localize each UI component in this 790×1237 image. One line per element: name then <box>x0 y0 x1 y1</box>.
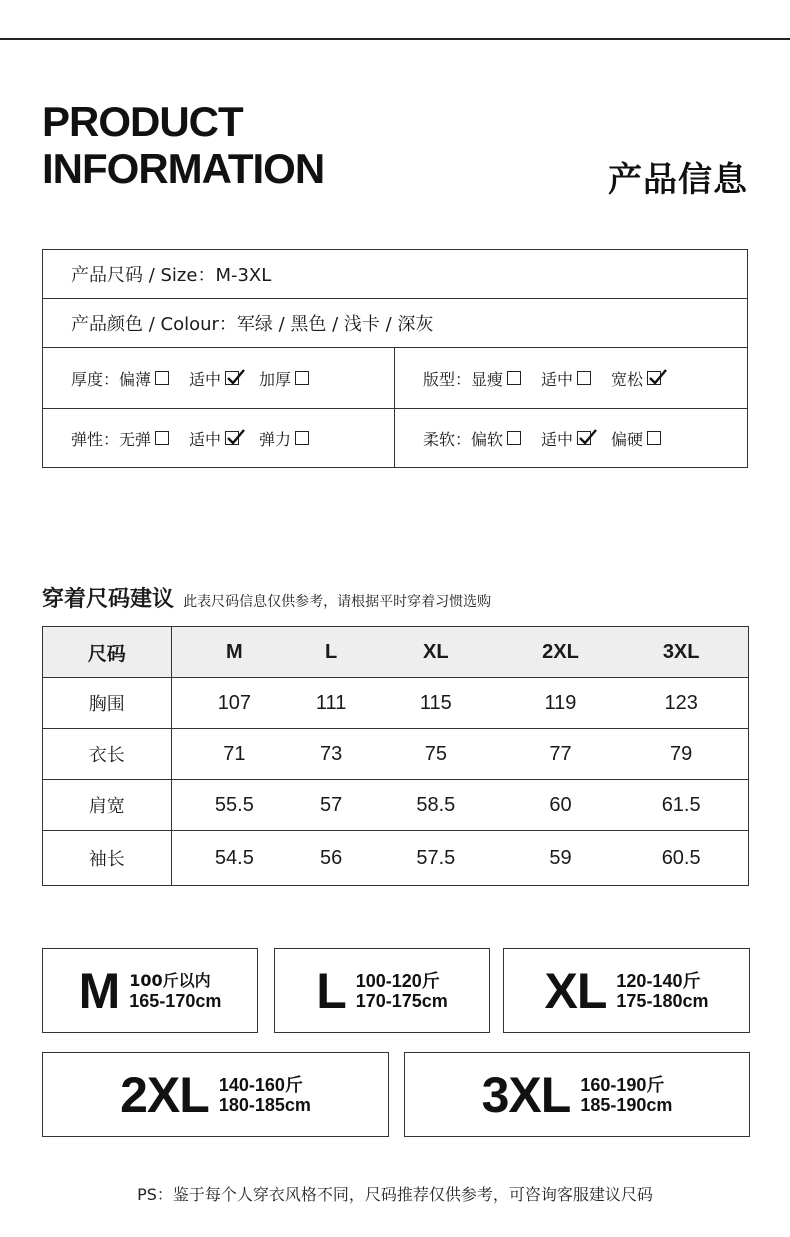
checkbox-icon <box>295 431 309 445</box>
softness-cell <box>395 409 747 467</box>
checkbox-icon <box>507 431 521 445</box>
size-header-cell: 2XL <box>507 627 615 678</box>
option-text: 偏硬 <box>611 429 644 449</box>
fit-option <box>471 367 521 390</box>
fit-cell <box>395 348 747 408</box>
elasticity-option <box>119 427 169 450</box>
checkbox-checked-icon <box>225 431 239 445</box>
thickness-option <box>189 367 239 390</box>
option-text: 加厚 <box>259 369 292 389</box>
option-text: 偏薄 <box>119 369 152 389</box>
option-text: 适中 <box>189 429 222 449</box>
checkbox-icon <box>647 431 661 445</box>
size-card-details <box>356 971 448 1011</box>
row-label-cell: 肩宽 <box>43 780 172 831</box>
option-text: 弹力 <box>259 429 292 449</box>
table-cell: 56 <box>297 831 365 886</box>
title-english <box>42 98 324 192</box>
size-header-cell: XL <box>365 627 507 678</box>
row-label-cell: 袖长 <box>43 831 172 886</box>
size-section-heading <box>42 582 491 613</box>
info-row-size <box>43 250 747 299</box>
table-cell: 79 <box>614 729 748 780</box>
size-card-height: 185-190cm <box>580 1094 673 1115</box>
thickness-option <box>259 367 309 390</box>
size-card-letter: 2XL <box>120 1066 209 1123</box>
table-cell: 111 <box>297 678 365 729</box>
size-card-letter: M <box>78 962 120 1019</box>
table-cell: 73 <box>297 729 365 780</box>
table-cell: 60 <box>507 780 615 831</box>
size-header-cell: L <box>297 627 365 678</box>
checkbox-checked-icon <box>647 371 661 385</box>
size-header-cell: 3XL <box>614 627 748 678</box>
table-cell: 71 <box>171 729 297 780</box>
size-card-letter: L <box>316 962 346 1019</box>
table-cell: 77 <box>507 729 615 780</box>
elasticity-label: 弹性： <box>71 429 120 449</box>
colour-line: 产品颜色 / Colour：军绿 / 黑色 / 浅卡 / 深灰 <box>71 314 434 335</box>
size-card-height: 170-175cm <box>355 990 448 1011</box>
checkbox-icon <box>155 371 169 385</box>
product-info-table <box>42 249 748 468</box>
thickness-option <box>119 367 169 390</box>
option-text: 适中 <box>541 369 574 389</box>
checkbox-icon <box>295 371 309 385</box>
checkbox-icon <box>155 431 169 445</box>
table-row <box>43 780 749 831</box>
size-card-height: 165-170cm <box>129 990 222 1011</box>
option-text: 宽松 <box>611 369 644 389</box>
size-card-height: 175-180cm <box>616 990 709 1011</box>
size-card-details <box>616 971 708 1011</box>
option-text: 适中 <box>189 369 222 389</box>
table-cell: 60.5 <box>614 831 748 886</box>
info-row-thickness-fit <box>43 348 747 409</box>
thickness-cell <box>43 348 395 408</box>
softness-option <box>541 427 591 450</box>
table-row <box>43 831 749 886</box>
size-card-details <box>219 1075 311 1115</box>
softness-label: 柔软： <box>423 429 472 449</box>
checkbox-checked-icon <box>577 431 591 445</box>
table-cell: 55.5 <box>171 780 297 831</box>
table-row <box>43 678 749 729</box>
softness-option <box>611 427 661 450</box>
elasticity-option <box>189 427 239 450</box>
table-cell: 119 <box>507 678 615 729</box>
title-line-1: PRODUCT <box>42 98 243 145</box>
size-card-details <box>129 971 221 1011</box>
table-cell: 58.5 <box>365 780 507 831</box>
table-cell: 61.5 <box>614 780 748 831</box>
table-cell: 57.5 <box>365 831 507 886</box>
checkbox-icon <box>507 371 521 385</box>
footer-note: PS：鉴于每个人穿衣风格不同，尺码推荐仅供参考，可咨询客服建议尺码 <box>137 1185 653 1204</box>
size-card-details <box>580 1075 672 1115</box>
size-card-m <box>42 948 258 1033</box>
elasticity-cell <box>43 409 395 467</box>
size-card-weight: 160-190斤 <box>580 1074 665 1095</box>
table-cell: 57 <box>297 780 365 831</box>
option-text: 适中 <box>541 429 574 449</box>
header-label-cell: 尺码 <box>43 627 172 678</box>
size-card-weight: 120-140斤 <box>616 970 701 991</box>
size-heading-note: 此表尺码信息仅供参考，请根据平时穿着习惯选购 <box>183 594 492 610</box>
softness-option <box>471 427 521 450</box>
title-chinese: 产品信息 <box>608 160 748 200</box>
row-label-cell: 胸围 <box>43 678 172 729</box>
info-row-colour <box>43 299 747 348</box>
size-card-weight: 140-160斤 <box>218 1074 303 1095</box>
option-text: 偏软 <box>471 429 504 449</box>
size-card-2xl <box>42 1052 389 1137</box>
size-card-xl <box>503 948 750 1033</box>
fit-label: 版型： <box>423 369 472 389</box>
size-line: 产品尺码 / Size：M-3XL <box>71 265 272 286</box>
elasticity-option <box>259 427 309 450</box>
table-cell: 123 <box>614 678 748 729</box>
option-text: 无弹 <box>119 429 152 449</box>
row-label-cell: 衣长 <box>43 729 172 780</box>
checkbox-checked-icon <box>225 371 239 385</box>
table-cell: 75 <box>365 729 507 780</box>
table-cell: 115 <box>365 678 507 729</box>
fit-option <box>541 367 591 390</box>
size-table-header-row <box>43 627 749 678</box>
thickness-label: 厚度： <box>71 369 120 389</box>
top-divider <box>0 38 790 40</box>
table-cell: 59 <box>507 831 615 886</box>
size-card-letter: XL <box>544 962 607 1019</box>
size-heading-title: 穿着尺码建议 <box>42 587 175 612</box>
table-cell: 54.5 <box>171 831 297 886</box>
table-row <box>43 729 749 780</box>
size-chart-table <box>42 626 749 886</box>
size-card-letter: 3XL <box>481 1066 571 1123</box>
size-card-3xl <box>404 1052 750 1137</box>
table-cell: 107 <box>171 678 297 729</box>
title-line-2: INFORMATION <box>42 145 325 192</box>
size-card-weight: 100-120斤 <box>355 970 440 991</box>
size-card-height: 180-185cm <box>218 1094 311 1115</box>
size-header-cell: M <box>171 627 297 678</box>
size-card-l <box>274 948 490 1033</box>
fit-option <box>611 367 661 390</box>
size-card-weight: 100斤以内 <box>129 970 211 990</box>
option-text: 显瘦 <box>471 369 504 389</box>
checkbox-icon <box>577 371 591 385</box>
info-row-elasticity-softness <box>43 409 747 467</box>
